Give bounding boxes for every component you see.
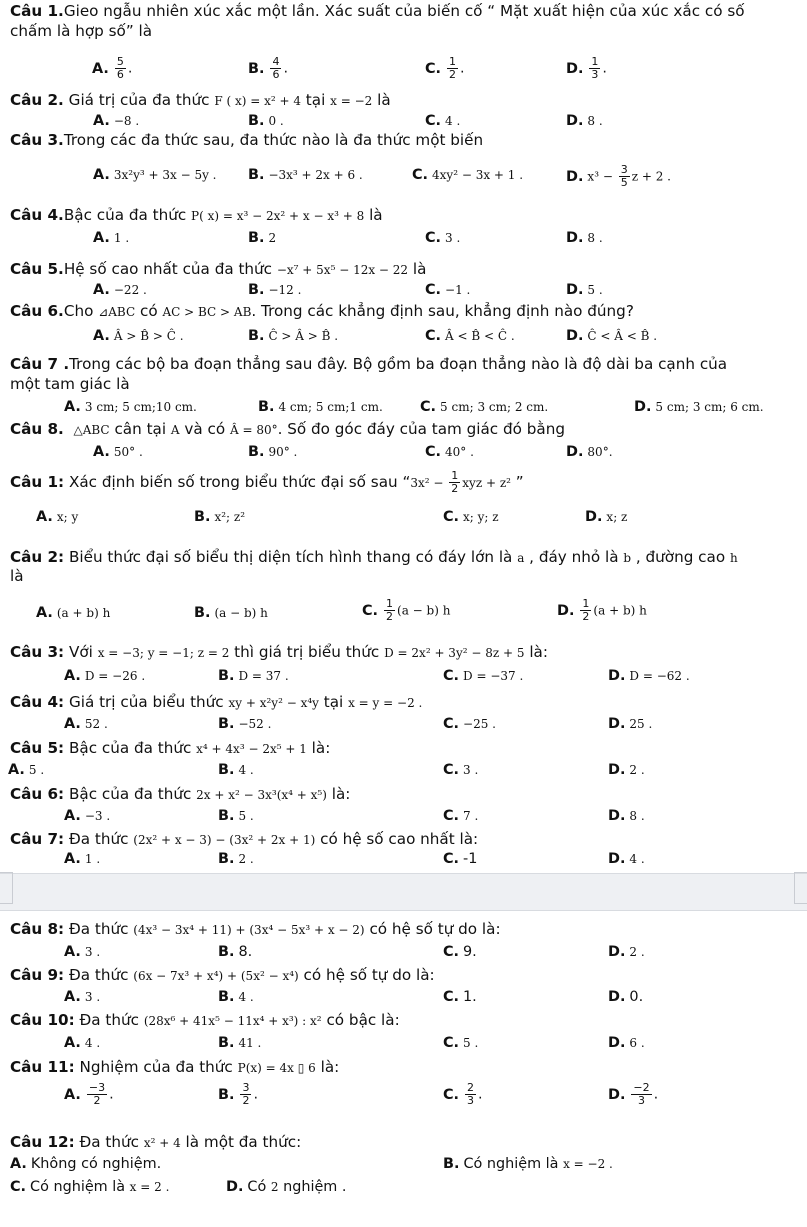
q6-options: [0, 325, 807, 347]
p5-option-d[interactable]: D. 2 .: [608, 762, 645, 778]
q5-option-b[interactable]: B. −12 .: [248, 282, 302, 298]
p6-option-b[interactable]: B. 5 .: [218, 808, 254, 824]
q4-option-a[interactable]: A. 1 .: [93, 230, 130, 246]
p5-option-a[interactable]: A. 5 .: [8, 762, 45, 778]
q2-option-a[interactable]: A. −8 .: [93, 113, 140, 129]
q6-option-d[interactable]: D. Ĉ < Â < B̂ .: [566, 328, 658, 344]
q1-option-d[interactable]: D. $\frac{1}{3}$ .: [566, 55, 607, 81]
p12-options-1: [0, 1153, 807, 1175]
p8-option-c[interactable]: C. 9.: [443, 944, 477, 960]
q1-options: [0, 52, 807, 82]
p7-option-a[interactable]: A. 1 .: [64, 851, 101, 867]
p7-option-b[interactable]: B. 2 .: [218, 851, 254, 867]
q6-option-a[interactable]: A. Â > B̂ > Ĉ .: [93, 328, 184, 344]
p9-option-a[interactable]: A. 3 .: [64, 989, 101, 1005]
q1-stem: [10, 2, 801, 21]
q8-option-b[interactable]: B. 90° .: [248, 444, 298, 460]
p5-stem: Câu 5: Bậc của đa thức x⁴ + 4x³ − 2x⁵ + 1 là:: [10, 739, 331, 757]
q3-option-a[interactable]: A. 3x²y³ + 3x − 5y .: [93, 167, 217, 183]
p8-option-d[interactable]: D. 2 .: [608, 944, 645, 960]
page-break-left-corner: [0, 872, 13, 904]
p2-options: [0, 598, 807, 628]
q7-option-b[interactable]: B. 4 cm; 5 cm;1 cm.: [258, 399, 383, 415]
q3-option-c[interactable]: C. 4xy² − 3x + 1 .: [412, 167, 524, 183]
p4-option-b[interactable]: B. −52 .: [218, 716, 272, 732]
q5-stem: Câu 5.Hệ số cao nhất của đa thức −x⁷ + 5x⁵ − 12x − 22 là: [10, 260, 427, 278]
q8-options: [0, 441, 807, 463]
q3-option-b[interactable]: B. −3x³ + 2x + 6 .: [248, 167, 363, 183]
q2-stem: Câu 2. Giá trị của đa thức F ( x) = x² + 4 tại x = −2 là: [10, 91, 391, 109]
p3-option-b[interactable]: B. D = 37 .: [218, 668, 289, 684]
q4-options: [0, 227, 807, 249]
p1-option-c[interactable]: C. x; y; z: [443, 509, 499, 525]
q7-stem-2: một tam giác là: [10, 375, 130, 393]
q1-option-a[interactable]: A. $\frac{5}{6}$ .: [92, 55, 133, 81]
p3-options: [0, 665, 807, 687]
p2-option-b[interactable]: B. (a − b) h: [194, 605, 268, 621]
p10-option-c[interactable]: C. 5 .: [443, 1035, 479, 1051]
p1-option-a[interactable]: A. x; y: [36, 509, 79, 525]
p10-options: [0, 1032, 807, 1054]
q4-option-d[interactable]: D. 8 .: [566, 230, 603, 246]
p12-option-c[interactable]: C. Có nghiệm là x = 2 .: [10, 1179, 170, 1195]
page-break: [0, 873, 807, 911]
p10-stem: Câu 10: Đa thức (28x⁶ + 41x⁵ − 11x⁴ + x³) : x² có bậc là:: [10, 1011, 400, 1029]
p12-option-d[interactable]: D. Có 2 nghiệm .: [226, 1179, 347, 1195]
q6-option-b[interactable]: B. Ĉ > Â > B̂ .: [248, 328, 339, 344]
p10-option-b[interactable]: B. 41 .: [218, 1035, 262, 1051]
p9-option-d[interactable]: D. 0.: [608, 989, 644, 1005]
p4-option-c[interactable]: C. −25 .: [443, 716, 496, 732]
p9-stem: Câu 9: Đa thức (6x − 7x³ + x⁴) + (5x² − x⁴) có hệ số tự do là:: [10, 966, 435, 984]
p12-option-b[interactable]: B. Có nghiệm là x = −2 .: [443, 1156, 613, 1172]
p3-option-c[interactable]: C. D = −37 .: [443, 668, 524, 684]
p12-stem: Câu 12: Đa thức x² + 4 là một đa thức:: [10, 1133, 302, 1151]
q1-label: Câu 1.: [10, 2, 64, 20]
p7-options: [0, 848, 807, 870]
p8-option-a[interactable]: A. 3 .: [64, 944, 101, 960]
p4-option-a[interactable]: A. 52 .: [64, 716, 108, 732]
p1-option-b[interactable]: B. x²; z²: [194, 509, 246, 525]
p10-option-a[interactable]: A. 4 .: [64, 1035, 101, 1051]
p8-options: [0, 941, 807, 963]
p8-stem: Câu 8: Đa thức (4x³ − 3x⁴ + 11) + (3x⁴ − 5x³ + x − 2) có hệ số tự do là:: [10, 920, 501, 938]
q8-option-c[interactable]: C. 40° .: [425, 444, 474, 460]
q7-stem: Câu 7 .Trong các bộ ba đoạn thẳng sau đây. Bộ gồm ba đoạn thẳng nào là độ dài ba cạnh của: [10, 355, 728, 373]
q4-option-b[interactable]: B. 2: [248, 230, 277, 246]
q7-option-d[interactable]: D. 5 cm; 3 cm; 6 cm.: [634, 399, 764, 415]
p4-stem: Câu 4: Giá trị của biểu thức xy + x²y² − x⁴y tại x = y = −2 .: [10, 693, 423, 711]
q6-option-c[interactable]: C. Â < B̂ < Ĉ .: [425, 328, 515, 344]
p5-options: [0, 759, 807, 781]
q2-option-b[interactable]: B. 0 .: [248, 113, 284, 129]
p8-option-b[interactable]: B. 8.: [218, 944, 253, 960]
p9-options: [0, 986, 807, 1008]
p2-option-c[interactable]: C. $\frac{1}{2}$ (a − b) h: [362, 597, 451, 623]
p6-option-d[interactable]: D. 8 .: [608, 808, 645, 824]
p11-option-d[interactable]: D. $\frac{-2}{3}$ .: [608, 1081, 659, 1107]
p3-option-d[interactable]: D. D = −62 .: [608, 668, 690, 684]
q3-options: [0, 164, 807, 192]
p2-stem: Câu 2: Biểu thức đại số biểu thị diện tích hình thang có đáy lớn là a , đáy nhỏ là b , đường cao h: [10, 548, 738, 566]
q8-stem: Câu 8. △ABC cân tại A và có Â = 80°. Số đo góc đáy của tam giác đó bằng: [10, 420, 565, 438]
p11-options: [0, 1082, 807, 1112]
p2-option-a[interactable]: A. (a + b) h: [36, 605, 111, 621]
q7-option-a[interactable]: A. 3 cm; 5 cm;10 cm.: [64, 399, 197, 415]
p6-options: [0, 805, 807, 827]
p2-stem-2: là: [10, 567, 24, 585]
p9-option-c[interactable]: C. 1.: [443, 989, 477, 1005]
p1-option-d[interactable]: D. x; z: [585, 509, 628, 525]
p7-stem: Câu 7: Đa thức (2x² + x − 3) − (3x² + 2x + 1) có hệ số cao nhất là:: [10, 830, 479, 848]
p11-option-b[interactable]: B. $\frac{3}{2}$ .: [218, 1081, 259, 1107]
q8-option-d[interactable]: D. 80°.: [566, 444, 613, 460]
q1-text: Gieo ngẫu nhiên xúc xắc một lần. Xác suất của biến cố “ Mặt xuất hiện của xúc xắc có số: [63, 2, 745, 20]
q2-option-c[interactable]: C. 4 .: [425, 113, 461, 129]
page-break-right-corner: [794, 872, 807, 904]
q2-option-d[interactable]: D. 8 .: [566, 113, 603, 129]
q5-option-a[interactable]: A. −22 .: [93, 282, 147, 298]
p10-option-d[interactable]: D. 6 .: [608, 1035, 645, 1051]
p6-stem: Câu 6: Bậc của đa thức 2x + x² − 3x³(x⁴ + x⁵) là:: [10, 785, 351, 803]
p7-option-c[interactable]: C. -1: [443, 851, 478, 867]
p9-option-b[interactable]: B. 4 .: [218, 989, 254, 1005]
p1-stem: Câu 1: Xác định biến số trong biểu thức đại số sau “3x² − $\frac{1}{2}$ xyz + z² ”: [10, 469, 524, 495]
q5-option-c[interactable]: C. −1 .: [425, 282, 471, 298]
p3-stem: Câu 3: Với x = −3; y = −1; z = 2 thì giá trị biểu thức D = 2x² + 3y² − 8z + 5 là:: [10, 643, 548, 661]
p6-option-c[interactable]: C. 7 .: [443, 808, 479, 824]
q1-stem-2: chấm là hợp số” là: [10, 22, 153, 40]
p11-option-c[interactable]: C. $\frac{2}{3}$ .: [443, 1081, 483, 1107]
p3-option-a[interactable]: A. D = −26 .: [64, 668, 146, 684]
q7-option-c[interactable]: C. 5 cm; 3 cm; 2 cm.: [420, 399, 549, 415]
q1-option-c[interactable]: C. $\frac{1}{2}$ .: [425, 55, 465, 81]
p11-option-a[interactable]: A. $\frac{-3}{2}$ .: [64, 1081, 114, 1107]
q6-stem: Câu 6.Cho ⊿ABC có AC > BC > AB. Trong các khẳng định sau, khẳng định nào đúng?: [10, 302, 634, 320]
q3-stem: Câu 3.Trong các đa thức sau, đa thức nào là đa thức một biến: [10, 131, 484, 149]
q4-stem: Câu 4.Bậc của đa thức P( x) = x³ − 2x² + x − x³ + 8 là: [10, 206, 383, 224]
p5-option-b[interactable]: B. 4 .: [218, 762, 254, 778]
p12-options-2: [0, 1176, 807, 1198]
q5-option-d[interactable]: D. 5 .: [566, 282, 603, 298]
p2-option-d[interactable]: D. $\frac{1}{2}$ (a + b) h: [557, 597, 647, 623]
p5-option-c[interactable]: C. 3 .: [443, 762, 479, 778]
q5-options: [0, 279, 807, 301]
q3-option-d[interactable]: D. x³ − $\frac{3}{5}$ z + 2 .: [566, 163, 671, 189]
p11-stem: Câu 11: Nghiệm của đa thức P(x) = 4x ▯ 6 là:: [10, 1058, 340, 1076]
q1-option-b[interactable]: B. $\frac{4}{6}$ .: [248, 55, 289, 81]
p1-options: [0, 506, 807, 528]
q4-option-c[interactable]: C. 3 .: [425, 230, 461, 246]
p4-option-d[interactable]: D. 25 .: [608, 716, 653, 732]
p6-option-a[interactable]: A. −3 .: [64, 808, 111, 824]
q2-options: [0, 110, 807, 132]
p4-options: [0, 713, 807, 735]
p7-option-d[interactable]: D. 4 .: [608, 851, 645, 867]
p12-option-a[interactable]: A. Không có nghiệm.: [10, 1156, 162, 1172]
q7-options: [0, 396, 807, 418]
q8-option-a[interactable]: A. 50° .: [93, 444, 143, 460]
